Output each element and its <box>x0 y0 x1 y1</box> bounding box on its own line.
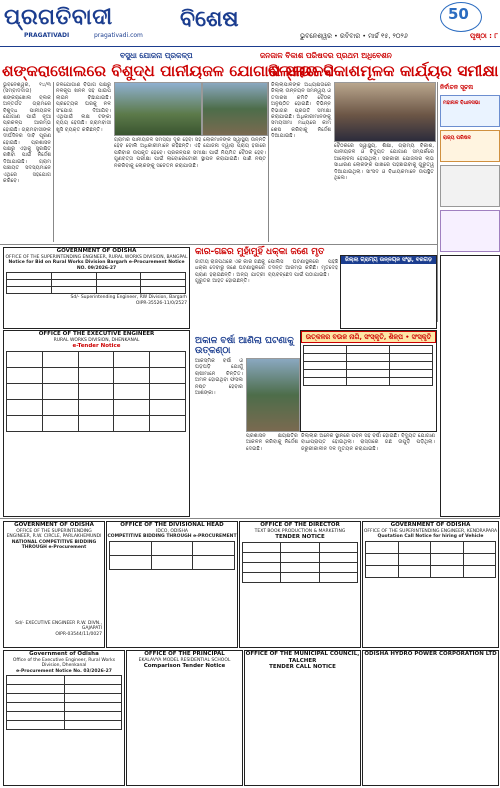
notice-signature: Sd/- EXECUTIVE ENGINEER R.W. DIVN., GAJAPATI <box>15 620 102 632</box>
notice-reference: OIPR-35526-11/0/2527 <box>135 300 187 306</box>
column-rule <box>53 82 54 242</box>
story-photo-water-tank <box>114 82 202 136</box>
notice-reference: OIPR-03544/11/0027 <box>55 632 102 638</box>
notice-subtitle: OFFICE OF THE SUPERINTENDING ENGINEER, RURAL WORKS DIVISION, BANGPAL <box>5 254 188 260</box>
notice-title: ODISHA HYDRO POWER CORPORATION LTD <box>364 651 497 657</box>
notice-table <box>109 541 235 570</box>
notice-subtitle: Office of the Executive Engineer, Rural Works Division, Dhenkanal <box>12 657 116 669</box>
district-ad <box>340 255 437 329</box>
notice-signature: Sd/- Superintending Engineer, RW Division, Bargarh <box>70 295 187 301</box>
notice-heading: TENDER NOTICE <box>275 534 325 541</box>
column-rule <box>268 82 269 242</box>
logo-text: ପ୍ରଗତିବାଦୀ <box>4 4 113 30</box>
notice-title: GOVERNMENT OF ODISHA <box>14 522 94 528</box>
notice-heading: Comparison Tender Notice <box>143 663 226 670</box>
right-column-ad <box>440 255 500 517</box>
section-rule <box>0 244 437 245</box>
page-number: ପୃଷ୍ଠା : ୮ <box>470 32 498 40</box>
mid-story-column-1: ଜାତୀୟ ରାଜପଥରେ ଏକ କାର ଗଛକୁ ଧକ୍କା ଦେବାରୁ ଜଣେ ଘଟଣାସ୍ଥଳରେ ପ୍ରାଣ ହରାଇଛନ୍ତି। ଅନ୍ୟ ଯାତ୍ରୀ ଗୁରୁତର ଆହତ ହୋଇଛନ୍ତି। <box>195 259 266 285</box>
notice-subtitle: EKALAVYA MODEL RESIDENTIAL SCHOOL <box>138 657 231 663</box>
notice-table <box>365 541 496 578</box>
notice-body <box>4 551 104 621</box>
notice-heading: Quotation Call Notice for hiring of Vehicle <box>377 534 484 540</box>
section-title: ବିଶେଷ <box>180 6 239 32</box>
notice-subtitle: IDCO, ODISHA <box>156 528 188 534</box>
notice-heading: COMPETITIVE BIDDING THROUGH e-PROCUREMENT <box>107 534 237 540</box>
notice-subtitle: OFFICE OF THE SUPERINTENDING ENGINEER, KENDRAPARA <box>363 528 498 534</box>
notice-title: OFFICE OF THE EXECUTIVE ENGINEER <box>38 331 155 337</box>
meeting-photo <box>334 82 436 142</box>
lower-story-column-1: ଆକସ୍ମିକ ବର୍ଷା ଓ ଘଡ଼ଘଡ଼ି ଯୋଗୁଁ ଚାଷୀମାନେ ଚିନ୍ତିତ। ଅମଳ ହୋଇଥିବା ଫସଲ ନଷ୍ଟ ହେବାର ଆଶଙ୍କା। <box>195 358 243 397</box>
notice-subtitle: RURAL WORKS DIVISION, DHENKANAL <box>53 337 140 343</box>
notice-heading: TENDER CALL NOTICE <box>269 664 336 670</box>
right-story-column-2: ବୈଠକରେ ସ୍ୱାସ୍ଥ୍ୟ, ଶିକ୍ଷା, ଗ୍ରାମ୍ୟ ବିକାଶ, ପାନୀୟଜଳ ଓ ବିଦ୍ୟୁତ ଯୋଗାଣ ସମ୍ପର୍କରେ ଆଲୋଚନା ହୋଇଥିଲା। ସରକାରୀ ଯୋଜନାର ଲାଭ ସାଧାରଣ ଲୋକଙ୍କ ପାଖରେ ପହଞ୍ଚାଇବାକୁ ଗୁରୁତ୍ୱ ଦିଆଯାଇଥିଲା। ସାଂସଦ ଓ ବିଧାୟକମାନେ ଉପସ୍ଥିତ ଥିଲେ। <box>334 143 434 182</box>
right-story-column-1: ଜିଲ୍ଲାପାଳଙ୍କ ଅଧ୍ୟକ୍ଷତାରେ ଜିଲ୍ଲା ଉନ୍ନୟନ ସମନ୍ୱୟ ଓ ତଦାରଖ କମିଟି ବୈଠକ ଅନୁଷ୍ଠିତ ହୋଇଛି। ବିଭିନ୍ନ ବିଭାଗର ପ୍ରଗତି ସମୀକ୍ଷା କରାଯାଇଛି। ଅଧିକାରୀମାନଙ୍କୁ ସମୟସୀମା ମଧ୍ୟରେ କାମ ଶେଷ କରିବାକୁ ନିର୍ଦ୍ଦେଶ ଦିଆଯାଇଛି। <box>271 82 331 140</box>
notice-title: OFFICE OF THE DIVISIONAL HEAD <box>120 522 224 528</box>
culture-ad-table <box>303 345 433 386</box>
notice-table <box>6 675 122 730</box>
ribbon-right: ଜନଜାଳ ବିକାଶ ପରିଷଦର ପ୍ରଥମ ଅଧିବେଶନ <box>260 51 392 60</box>
notice-title: Government of Odisha <box>29 651 99 657</box>
notice-title: GOVERNMENT OF ODISHA <box>390 522 471 528</box>
notice-heading: NATIONAL COMPETITIVE BIDDING THROUGH e-Procurement <box>11 539 97 551</box>
mid-headline: କାର-ଗଛର ମୁହାଁମୁହିଁ ଧକ୍କା ଜଣେ ମୃତ <box>195 247 325 257</box>
notice-heading: e-Tender Notice <box>72 343 121 350</box>
sidebar-box-3 <box>440 165 500 207</box>
tender-notice-textbook <box>239 521 361 648</box>
quotation-notice-kendrapara <box>362 521 499 648</box>
school-tender-notice <box>126 650 243 786</box>
sidebar-rule <box>437 82 438 322</box>
lower-story-column-3: ଜିଲ୍ଲାର ଅନେକ ସ୍ଥାନରେ ପବନ ସହ ବର୍ଷା ହୋଇଛି। ବିଦ୍ୟୁତ ଯୋଗାଣ ବାଧାପ୍ରାପ୍ତ ହୋଇଥିଲା। ରାସ୍ତାରେ ଗଛ ଉପୁଡ଼ି ପଡ଼ିଥିଲା। ଜରୁରୀକାଳୀନ ଦଳ ମୁତୟନ କରାଯାଇଛି। <box>301 433 435 452</box>
culture-ad-heading: ଉତ୍କଳର ବଉଳ ନାଗି, ସଂସ୍କୃତି, ଶିଳ୍ପ • ସଂସ୍କୃତି <box>301 331 436 343</box>
ribbon-left: ବସୁଧା ଯୋଜନା ପ୍ରକଳ୍ପ <box>120 51 193 60</box>
notice-subtitle: TEXT BOOK PRODUCTION & MARKETING <box>254 528 346 534</box>
notice-title: GOVERNMENT OF ODISHA <box>56 248 137 254</box>
section-rule <box>0 518 500 519</box>
main-headline-right: ଜିଲ୍ଲାର ବିକାଶମୂଳକ କାର୍ଯ୍ୟର ସମୀକ୍ଷା <box>268 62 499 80</box>
mid-story-column-2: ପୋଲିସ ଘଟଣାସ୍ଥଳରେ ପହଞ୍ଚି ତଦନ୍ତ ଆରମ୍ଭ କରିଛି। ମୃତଦେହ ବ୍ୟବଚ୍ଛେଦ ପାଇଁ ପଠାଯାଇଛି। <box>268 259 338 278</box>
lower-story-photo <box>246 358 300 432</box>
notice-title: OFFICE OF THE PRINCIPAL <box>144 651 225 657</box>
tender-notice-bargarh <box>3 247 190 329</box>
tender-notice-idco <box>106 521 238 648</box>
notice-subtitle: OFFICE OF THE SUPERINTENDING ENGINEER, R.W. CIRCLE, PARLAKHEMUNDI <box>6 528 102 540</box>
lower-headline: ଅକାଳ ବର୍ଷା ଆଣିଲା ଘଟଣାକୁ ଉତ୍କଣ୍ଠା <box>195 336 294 356</box>
district-ad-title: ଜିଲ୍ଲା ଗ୍ରାମ୍ୟ ଉନ୍ନୟନ ସଂସ୍ଥା, ବରଗଡ଼ <box>341 256 436 264</box>
newspaper-logo <box>4 3 164 39</box>
notice-tender: Notice for Bid on Rural Works Division Bargarh e-Procurement Notice NO. 09/2026-27 <box>8 260 185 271</box>
notice-heading: e-Procurement Notice No. 03/2026-27 <box>16 668 112 674</box>
logo-url: pragativadi.com <box>94 32 143 39</box>
municipal-tender-notice <box>244 650 361 786</box>
notice-title: OFFICE OF THE MUNICIPAL COUNCIL, TALCHER <box>245 651 360 664</box>
sidebar-item-1: ମହାନାଳ ବିଧାନସଭା <box>443 100 480 106</box>
tender-notice-dhenkanal <box>3 330 190 517</box>
story-column-1: ଭୁବନେଶ୍ୱର, ୧୪/୩ (ସମ୍ବାଦଦାତା) ଶଙ୍କରାଖୋଲ ବ୍ଲକ ଅନ୍ତର୍ଗତ ଗ୍ରାମରେ ବିଶୁଦ୍ଧ ପାନୀୟଜଳ ଯୋଗାଣ ପାଇଁ ନୂଆ ପ୍ରକଳ୍ପ ଆରମ୍ଭ ହୋଇଛି। ଗ୍ରାମବାସୀଙ୍କ ଦୀର୍ଘଦିନର ଦାବି ପୂରଣ ହୋଇଛି। ପ୍ରଶାସନ ପକ୍ଷରୁ ଏହାକୁ ସୁରକ୍ଷିତ ରଖିବା ପାଇଁ ନିର୍ଦ୍ଦେଶ ଦିଆଯାଇଛି। ଗ୍ରାମ ପଞ୍ଚାୟତ ସଦସ୍ୟମାନେ ଏଥିରେ ସହଯୋଗ କରିବେ। <box>3 82 51 185</box>
tender-notice-gajapati <box>3 521 105 648</box>
culture-ad <box>300 330 437 432</box>
edition-date: ଭୁବନେଶ୍ୱର • ରବିବାର • ମାର୍ଚ୍ଚ ୧୫, ୨୦୨୬ <box>300 32 408 40</box>
notice-table <box>6 272 186 294</box>
story-photo-village <box>202 82 268 136</box>
main-headline-left: ଶଙ୍କରାଖୋଲରେ ବିଶୁଦ୍ଧ ପାନୀୟଜଳ ଯୋଗାଣ ସାଉଳସ <box>2 62 334 80</box>
lower-story-column-2: ପ୍ରଶାସନ କ୍ଷୟକ୍ଷତିର ଆକଳନ କରିବାକୁ ନିର୍ଦ୍ଦେଶ ଦେଇଛି। <box>246 433 298 452</box>
notice-table <box>6 351 186 432</box>
sidebar-box-4 <box>440 210 500 252</box>
notice-title: OFFICE OF THE DIRECTOR <box>260 522 340 528</box>
anniversary-number: 50 <box>448 5 469 23</box>
sidebar-title: ନିର୍ବାଚନ ସୂଚନା <box>440 84 474 91</box>
story-byline: ଭୁବନେଶ୍ୱର, ୧୪/୩ (ସମ୍ବାଦଦାତା) <box>3 82 51 95</box>
notice-table <box>242 542 358 583</box>
sidebar-item-2: ରାଜ୍ୟ ପରିଷଦ <box>443 135 471 141</box>
logo-subtitle: PRAGATIVADI <box>24 32 70 39</box>
ohpc-notice <box>362 650 499 786</box>
story-column-2: ଜଳଯୋଗାଣ ବିଭାଗ ପକ୍ଷରୁ ନଳକୂପ ଖନନ ସହ ପାଇପ ଲାଇନ ବିଛାଯାଇଛି। ପ୍ରତ୍ୟେକ ଘରକୁ ନଳ ସଂଯୋଗ ଦିଆଯିବ। ଏଥିପାଇଁ ଲକ୍ଷ ଟଙ୍କା ବ୍ୟୟ ହେଉଛି। ଗ୍ରାମବାସୀ ଖୁସି ବ୍ୟକ୍ତ କରିଛନ୍ତି। <box>56 82 111 133</box>
story-column-3: ଗ୍ରାମର ପାନୀୟଜଳ ସମସ୍ୟା ଦୂର ହେବା ସହ ଲୋକମାନଙ୍କ ସ୍ୱାସ୍ଥ୍ୟ ଉନ୍ନତି ହେବ ବୋଲି ଅଧିକାରୀମାନେ କହିଛନ୍ତି। ଏହି ଯୋଜନା ଦ୍ୱାରା ପ୍ରାୟ ହଜାରେ ପରିବାର ଉପକୃତ ହେବେ। ପ୍ରକଳ୍ପର ସମୀକ୍ଷା ପାଇଁ ନିୟମିତ ବୈଠକ ହେବ। ଗୁଣବତ୍ତା ପରୀକ୍ଷା ପାଇଁ ଲାବୋରେଟୋରୀ ସ୍ଥାପନ କରାଯାଇଛି। ପାଣି ନଷ୍ଟ ନକରିବାକୁ ଲୋକଙ୍କୁ ସଚେତନ କରାଯାଉଛି। <box>114 137 266 169</box>
eprocurement-notice-dhenkanal <box>3 650 125 786</box>
